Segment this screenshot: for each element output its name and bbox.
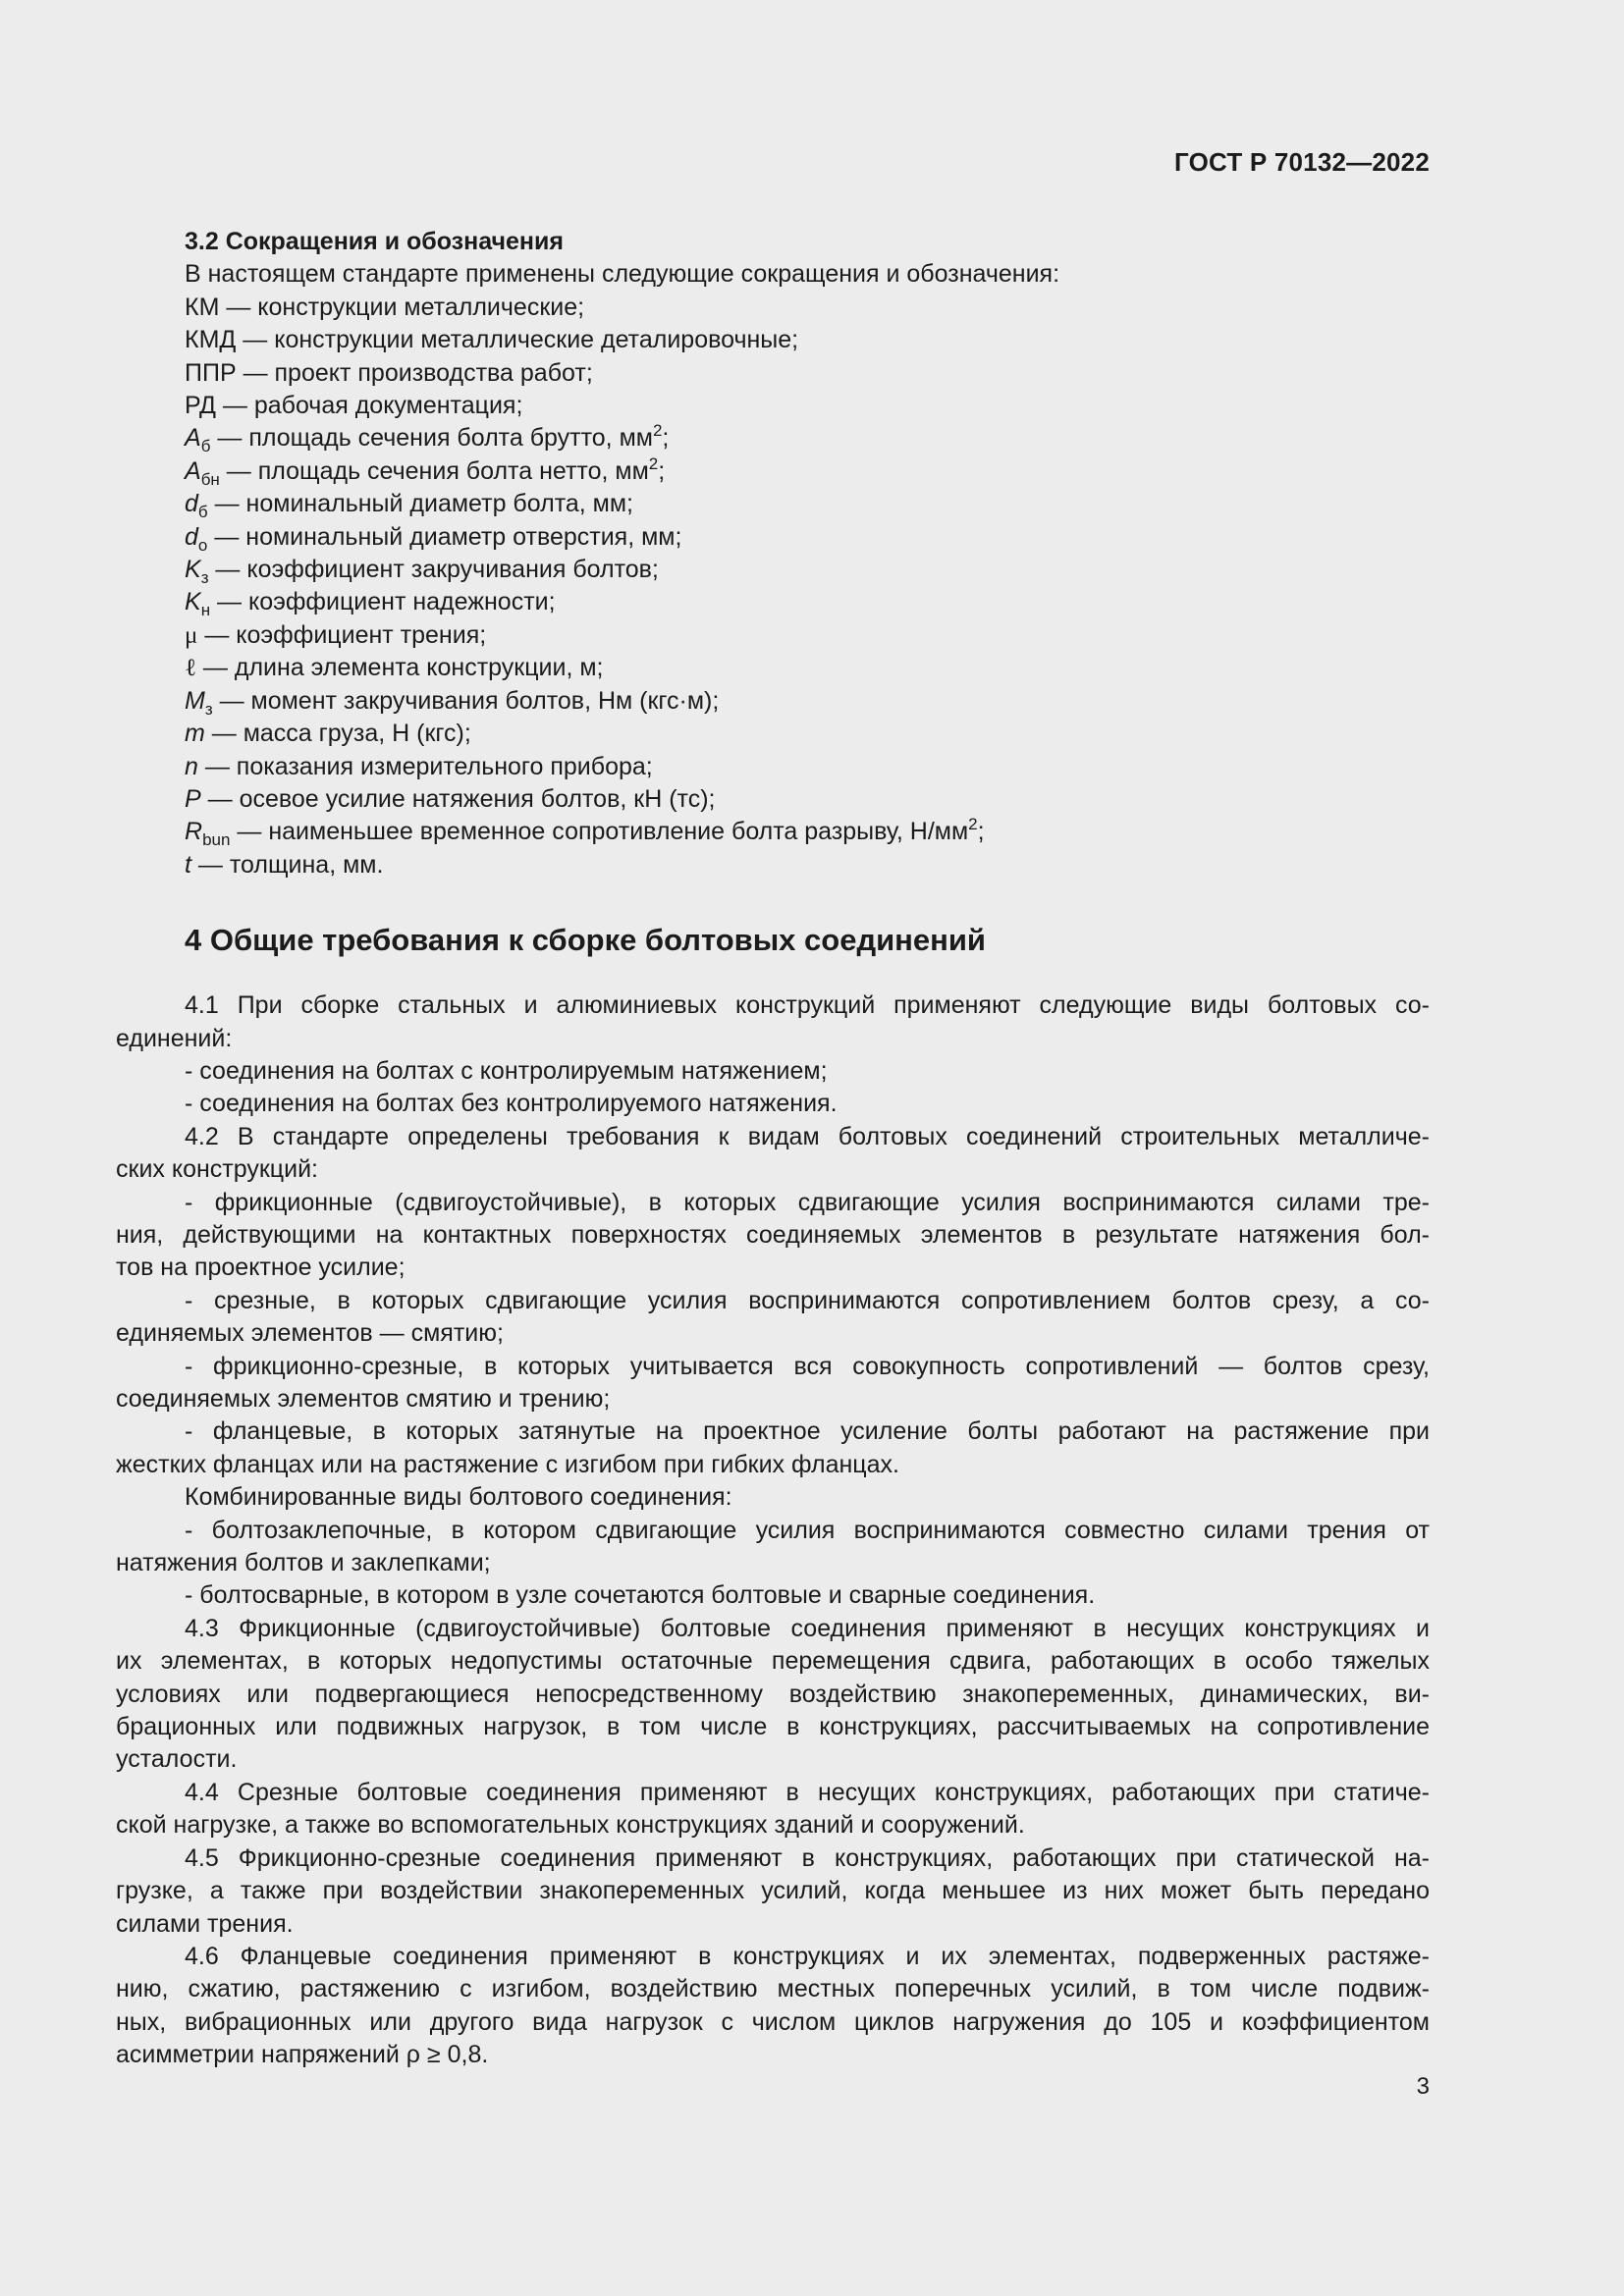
paragraph-line: усталости. — [116, 1745, 238, 1774]
symbol-letter: M — [185, 686, 205, 715]
symbol-desc: — масса груза, Н (кгс); — [204, 720, 471, 748]
abbreviation-desc: — конструкции металлические деталировочные; — [236, 326, 799, 354]
paragraph — [116, 1481, 1430, 1514]
symbol-letter: K — [185, 556, 201, 584]
symbol-letter: ℓ — [185, 655, 196, 682]
paragraph-line: их элементах, в которых недопустимы остаточные перемещения сдвига, работающих в особо тяжелых — [116, 1647, 1430, 1676]
paragraph-line: нию, сжатию, растяжению с изгибом, воздействию местных поперечных усилий, в том числе подвиж- — [116, 1975, 1430, 2003]
symbol-letter: μ — [185, 621, 198, 649]
symbol-item — [185, 554, 1430, 586]
symbol-subscript: з — [204, 699, 213, 719]
symbol-desc: — момент закручивания болтов, Нм (кгс·м); — [212, 686, 720, 715]
abbreviation-term: КМ — [185, 293, 220, 321]
abbreviation-term: ППР — [185, 358, 237, 387]
symbol-item — [185, 521, 1430, 554]
abbreviation-desc: — конструкции металлические; — [219, 293, 585, 321]
paragraph — [116, 1415, 1430, 1481]
section-4-body — [116, 989, 1430, 2071]
paragraph — [116, 1351, 1430, 1416]
paragraph-line: условиях или подвергающиеся непосредственному воздействию знакопеременных, динамических, ви- — [116, 1680, 1430, 1708]
paragraph-line: - фрикционно-срезные, в которых учитывается вся совокупность сопротивлений — болтов срезу, — [185, 1352, 1430, 1380]
symbol-letter: d — [185, 522, 198, 551]
paragraph-line: ских конструкций: — [116, 1155, 318, 1184]
symbol-desc: — толщина, мм. — [190, 850, 384, 879]
page-number: 3 — [1416, 2073, 1430, 2100]
symbol-subscript: з — [200, 568, 209, 588]
abbreviation-item — [185, 390, 1430, 422]
page-content — [116, 226, 1430, 2072]
symbol-letter: t — [185, 850, 191, 879]
paragraph-line: силами трения. — [116, 1909, 294, 1938]
symbol-letter: d — [185, 490, 198, 518]
symbol-item — [185, 783, 1430, 816]
paragraph — [116, 1613, 1430, 1777]
symbol-subscript: о — [197, 535, 208, 555]
symbol-item — [185, 751, 1430, 783]
symbol-desc: — площадь сечения болта нетто, мм — [219, 456, 649, 485]
symbol-letter: K — [185, 588, 201, 616]
symbol-item — [185, 619, 1430, 652]
symbol-subscript: bun — [202, 830, 231, 850]
symbol-item — [185, 455, 1430, 488]
abbreviation-list — [185, 292, 1430, 423]
paragraph-line: 4.6 Фланцевые соединения применяют в конструкциях и их элементах, подверженных растяже- — [185, 1942, 1430, 1970]
symbol-subscript: б — [197, 503, 208, 522]
symbol-tail: ; — [658, 456, 666, 485]
abbreviation-term: КМД — [185, 326, 237, 354]
unit-superscript: 2 — [968, 815, 978, 834]
paragraph — [116, 1285, 1430, 1351]
symbol-item — [185, 849, 1430, 881]
paragraph-line: - соединения на болтах с контролируемым натяжением; — [185, 1056, 828, 1085]
paragraph-line: 4.4 Срезные болтовые соединения применяют в несущих конструкциях, работающих при статиче- — [185, 1778, 1430, 1806]
paragraph-line: ных, вибрационных или другого вида нагрузок с числом циклов нагружения до 105 и коэффициентом — [116, 2007, 1430, 2036]
abbreviation-item — [185, 292, 1430, 324]
paragraph-line: натяжения болтов и заклепками; — [116, 1549, 491, 1577]
abbreviation-term: РД — [185, 392, 216, 420]
section-4-heading: 4 Общие требования к сборке болтовых соединений — [185, 923, 986, 958]
paragraph-line: 4.2 В стандарте определены требования к видам болтовых соединений строительных металличе- — [185, 1122, 1430, 1150]
symbol-desc: — показания измерительного прибора; — [197, 752, 653, 780]
paragraph-line: - болтосварные, в котором в узле сочетаются болтовые и сварные соединения. — [185, 1581, 1096, 1610]
symbol-letter: R — [185, 818, 203, 846]
paragraph — [116, 1515, 1430, 1580]
paragraph-line: - соединения на болтах без контролируемого натяжения. — [185, 1090, 838, 1118]
paragraph — [116, 1055, 1430, 1088]
symbol-desc: — номинальный диаметр болта, мм; — [207, 490, 633, 518]
paragraph — [116, 1579, 1430, 1612]
unit-superscript: 2 — [648, 454, 659, 473]
paragraph-line: - фланцевые, в которых затянутые на проектное усиление болты работают на растяжение при — [185, 1417, 1430, 1446]
symbol-desc: — коэффициент трения; — [197, 620, 487, 649]
abbreviation-desc: — рабочая документация; — [215, 392, 523, 420]
paragraph-line: - болтозаклепочные, в котором сдвигающие усилия воспринимаются совместно силами трения от — [185, 1516, 1430, 1544]
symbol-desc: — номинальный диаметр отверстия, мм; — [207, 522, 682, 551]
symbol-item — [185, 422, 1430, 454]
symbol-letter: A — [185, 424, 201, 453]
symbol-desc: — площадь сечения болта брутто, мм — [210, 424, 653, 453]
section-3-2 — [116, 226, 1430, 881]
paragraph — [116, 1777, 1430, 1842]
section-intro: В настоящем стандарте применены следующие сокращения и обозначения: — [185, 260, 1060, 289]
paragraph-line: брационных или подвижных нагрузок, в том числе в конструкциях, рассчитываемых на сопротивление — [116, 1713, 1430, 1741]
abbreviation-desc: — проект производства работ; — [236, 358, 593, 387]
symbol-tail: ; — [977, 818, 985, 846]
unit-superscript: 2 — [652, 421, 663, 441]
paragraph-line: жестких фланцах или на растяжение с изгибом при гибких фланцах. — [116, 1450, 899, 1478]
symbol-desc: — длина элемента конструкции, м; — [195, 654, 604, 682]
document-header: ГОСТ Р 70132—2022 — [1174, 147, 1430, 177]
paragraph-line: 4.1 При сборке стальных и алюминиевых конструкций применяют следующие виды болтовых со- — [185, 991, 1430, 1020]
symbol-item — [185, 488, 1430, 520]
paragraph — [116, 1121, 1430, 1187]
paragraph-line: ской нагрузке, а также во вспомогательных конструкциях зданий и сооружений. — [116, 1811, 1025, 1840]
paragraph — [116, 1187, 1430, 1285]
paragraph-line: - срезные, в которых сдвигающие усилия воспринимаются сопротивлением болтов срезу, а со- — [185, 1286, 1430, 1314]
symbol-desc: — наименьшее временное сопротивление болта разрыву, Н/мм — [230, 818, 969, 846]
symbol-list — [185, 422, 1430, 881]
paragraph-line: асимметрии напряжений ρ ≥ 0,8. — [116, 2041, 489, 2069]
symbol-subscript: бн — [200, 469, 220, 489]
symbol-item — [185, 685, 1430, 718]
symbol-item — [185, 586, 1430, 618]
paragraph-line: грузке, а также при воздействии знакопеременных усилий, когда меньшее из них может быть передано — [116, 1877, 1430, 1905]
symbol-letter: A — [185, 456, 201, 485]
paragraph-line: единений: — [116, 1024, 233, 1052]
paragraph-line: ния, действующими на контактных поверхностях соединяемых элементов в результате натяжения бол- — [116, 1220, 1430, 1249]
paragraph — [116, 1088, 1430, 1120]
symbol-letter: n — [185, 752, 198, 780]
paragraph-line: - фрикционные (сдвигоустойчивые), в которых сдвигающие усилия воспринимаются силами тре- — [185, 1188, 1430, 1216]
paragraph — [116, 1842, 1430, 1941]
abbreviation-item — [185, 324, 1430, 356]
symbol-letter: P — [185, 784, 201, 813]
paragraph-line: 4.5 Фрикционно-срезные соединения применяют в конструкциях, работающих при статической на- — [185, 1843, 1430, 1872]
symbol-subscript: н — [200, 601, 211, 620]
paragraph-line: тов на проектное усилие; — [116, 1254, 406, 1282]
paragraph-line: соединяемых элементов смятию и трению; — [116, 1385, 611, 1413]
section-heading: 3.2 Сокращения и обозначения — [185, 228, 564, 255]
paragraph — [116, 1941, 1430, 2072]
paragraph-line: Комбинированные виды болтового соединения: — [185, 1483, 732, 1512]
symbol-desc: — осевое усилие натяжения болтов, кН (тс); — [200, 784, 716, 813]
paragraph-line: единяемых элементов — смятию; — [116, 1319, 504, 1348]
paragraph-line: 4.3 Фрикционные (сдвигоустойчивые) болтовые соединения применяют в несущих конструкциях и — [185, 1614, 1430, 1642]
symbol-desc: — коэффициент надежности; — [210, 588, 556, 616]
symbol-subscript: б — [200, 437, 211, 456]
symbol-item — [185, 652, 1430, 684]
symbol-desc: — коэффициент закручивания болтов; — [208, 556, 659, 584]
symbol-item — [185, 718, 1430, 750]
symbol-tail: ; — [662, 424, 670, 453]
abbreviation-item — [185, 357, 1430, 390]
paragraph — [116, 989, 1430, 1055]
symbol-item — [185, 816, 1430, 848]
symbol-letter: m — [185, 720, 205, 748]
